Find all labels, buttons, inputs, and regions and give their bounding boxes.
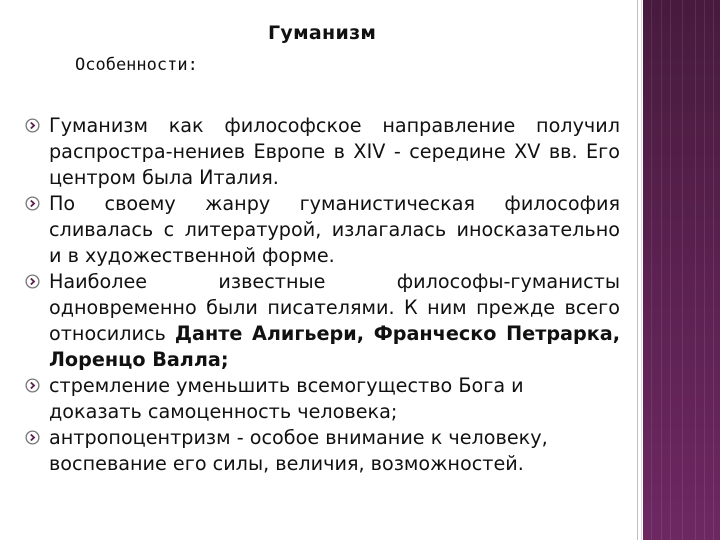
bullet-item	[0, 373, 640, 425]
bullet-text	[49, 269, 620, 373]
bullet-item	[0, 191, 640, 269]
bullet-text: антропоцентризм - особое внимание к человеку, воспевание его силы, величия, возможностей.	[49, 426, 548, 475]
divider-line	[641, 0, 642, 540]
circle-chevron-right-icon	[25, 196, 40, 211]
bullet-list	[0, 113, 640, 477]
bullet-text: стремление уменьшить всемогущество Бога и доказать самоценность человека;	[49, 374, 524, 423]
circle-chevron-right-icon	[25, 274, 40, 289]
bullet-item	[0, 269, 640, 373]
slide-title: Гуманизм	[268, 22, 377, 44]
bullet-item	[0, 113, 640, 191]
bullet-text: Гуманизм как философское направление получил распростра-нениев Европе в XIV - середине XV вв. Его центром была Италия.	[49, 114, 620, 189]
circle-chevron-right-icon	[25, 378, 40, 393]
bullet-text: По своему жанру гуманистическая философия сливалась с литературой, излагалась иносказательно и в художественной форме.	[49, 192, 620, 267]
bullet-text-part: ;	[220, 348, 229, 371]
decorative-side-band	[643, 0, 720, 540]
circle-chevron-right-icon	[25, 118, 40, 133]
circle-chevron-right-icon	[25, 430, 40, 445]
slide-subtitle: Особенности:	[75, 55, 198, 75]
bullet-text-part: Наиболее известные философы-гуманисты одновременно были писателями. К ним прежде всего относились	[49, 270, 620, 345]
philosopher-names: Данте Алигьери, Франческо Петрарка, Лоренцо Валла	[49, 322, 620, 371]
bullet-item	[0, 425, 640, 477]
